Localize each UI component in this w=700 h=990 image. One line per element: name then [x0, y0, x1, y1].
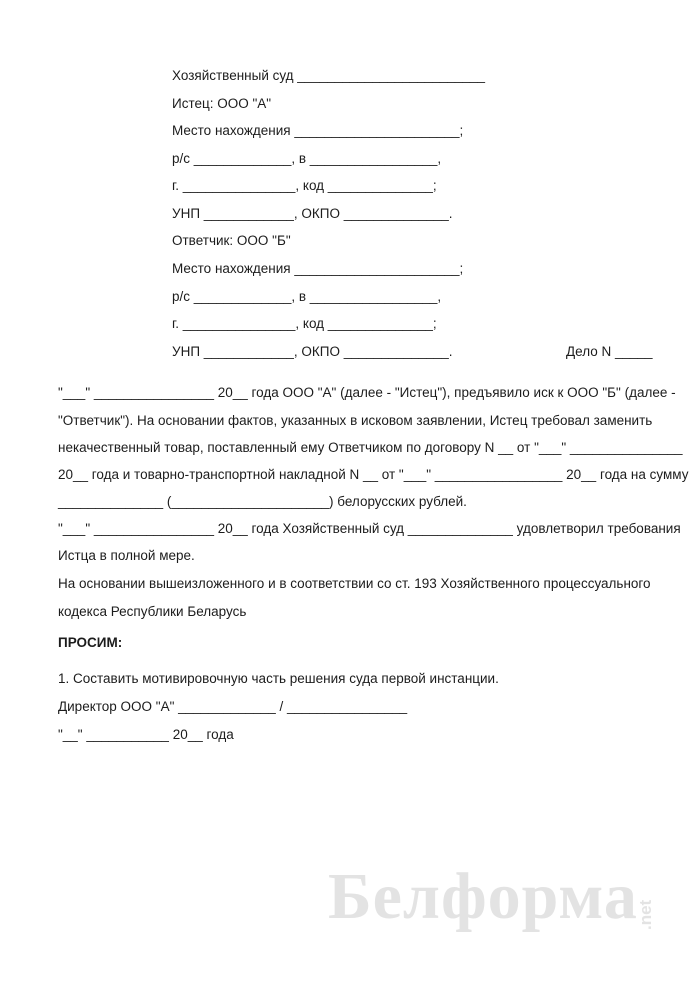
plaintiff-city-line: г. _______________, код ______________; [172, 178, 437, 193]
paragraph-1-line-4: 20__ года и товарно-транспортной накладной N __ от "___" _________________ 20__ года на сумму [58, 467, 689, 482]
plaintiff-location-line: Место нахождения ______________________; [172, 123, 464, 138]
plaintiff-line: Истец: ООО "А" [172, 96, 272, 111]
court-line: Хозяйственный суд _________________________ [172, 68, 485, 83]
watermark-domain: .net [636, 899, 655, 930]
plaintiff-account-line: р/с _____________, в _________________, [172, 151, 442, 166]
defendant-city-line: г. _______________, код ______________; [172, 316, 437, 331]
paragraph-3-line-2: кодекса Республики Беларусь [58, 604, 247, 619]
defendant-unp-line: УНП ____________, ОКПО ______________. [172, 344, 453, 359]
defendant-account-line: р/с _____________, в _________________, [172, 289, 442, 304]
signature-line: Директор ООО "А" _____________ / ________________ [58, 699, 408, 714]
paragraph-2-line-2: Истца в полной мере. [58, 548, 195, 563]
paragraph-1-line-3: некачественный товар, поставленный ему Ответчиком по договору N __ от "___" _______________ [58, 440, 683, 455]
plaintiff-unp-line: УНП ____________, ОКПО ______________. [172, 206, 453, 221]
paragraph-2-line-1: "___" ________________ 20__ года Хозяйственный суд ______________ удовлетворил требования [58, 521, 681, 536]
defendant-location-line: Место нахождения ______________________; [172, 261, 464, 276]
paragraph-1-line-5: ______________ (_____________________) белорусских рублей. [58, 494, 467, 509]
paragraph-3-line-1: На основании вышеизложенного и в соответствии со ст. 193 Хозяйственного процессуального [58, 576, 651, 591]
defendant-line: Ответчик: ООО "Б" [172, 233, 291, 248]
watermark-logo: Белформа [328, 860, 638, 933]
request-heading: ПРОСИМ: [58, 635, 123, 650]
case-number: Дело N _____ [566, 344, 653, 359]
date-line: "__" ___________ 20__ года [58, 727, 234, 742]
paragraph-1-line-2: "Ответчик"). На основании фактов, указанных в исковом заявлении, Истец требовал заменить [58, 413, 653, 428]
request-item-1: 1. Составить мотивировочную часть решения суда первой инстанции. [58, 671, 499, 686]
paragraph-1-line-1: "___" ________________ 20__ года ООО "А" (далее - "Истец"), предъявило иск к ООО "Б" (далее - [58, 385, 676, 400]
